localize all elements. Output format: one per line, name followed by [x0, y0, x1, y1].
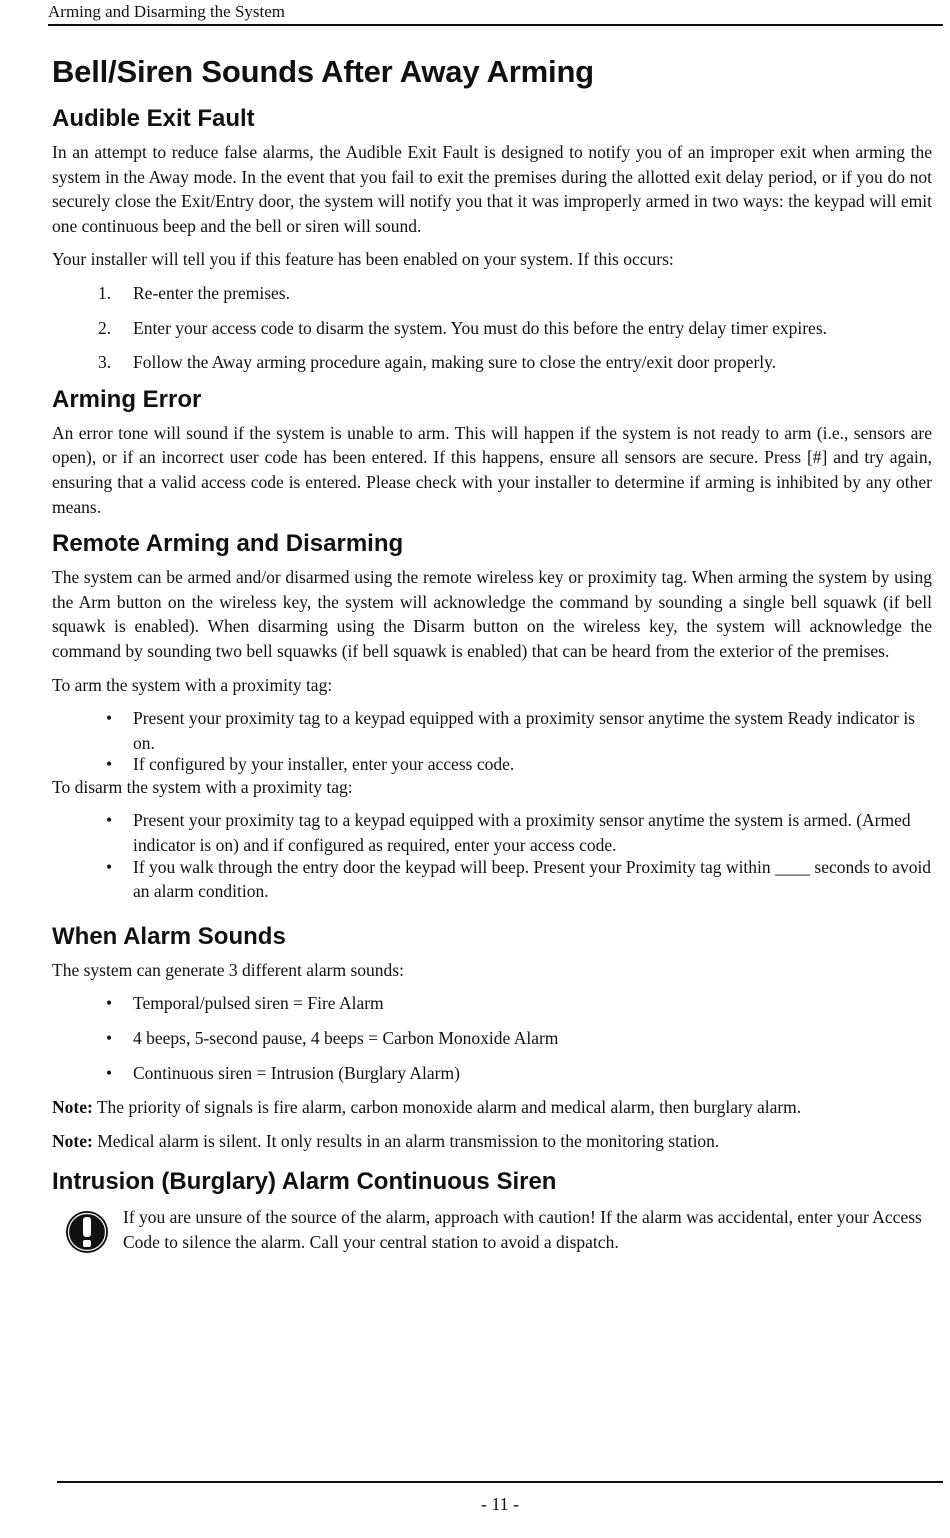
- footer-rule: [57, 1481, 943, 1483]
- caution-text: If you are unsure of the source of the alarm, approach with caution! If the alarm was accidental, enter your Access Code to silence the alarm. Call your central station to avoid a dispatch.: [123, 1207, 922, 1252]
- list-item: [52, 808, 932, 857]
- step-text: Enter your access code to disarm the system. You must do this before the entry delay timer expires.: [133, 317, 828, 338]
- bullet-glyph: •: [106, 810, 113, 831]
- alarm-sounds-intro: The system can generate 3 different alarm sounds:: [52, 959, 404, 980]
- bullet-glyph: •: [106, 993, 113, 1014]
- disarm-bullet-list: [52, 808, 932, 903]
- paragraph-arming-error: An error tone will sound if the system is unable to arm. This will happen if the system is not ready to arm (i.e., sensors are open), or if an incorrect user code has been entered. If this happens, ensure all sensors are secure. Press [#] and try again, ensuring that a valid access code is entered. Please check with your installer to determine if arming is inhibited by any other means.: [52, 422, 932, 517]
- list-item-text: Present your proximity tag to a keypad equipped with a proximity sensor anytime the system Ready indicator is on.: [133, 708, 915, 753]
- note-priority: [52, 1095, 932, 1120]
- list-item-text: Temporal/pulsed siren = Fire Alarm: [133, 993, 384, 1014]
- step-number: 1.: [98, 282, 112, 303]
- section-arming-error: [52, 385, 932, 519]
- note-label: Note:: [52, 1097, 93, 1118]
- page-number: - 11 -: [480, 1494, 520, 1514]
- step-item: [52, 316, 932, 341]
- bullet-glyph: •: [106, 754, 113, 775]
- disarm-intro: To disarm the system with a proximity tag:: [52, 776, 353, 797]
- page-content: [52, 52, 932, 1257]
- heading-audible-exit-fault: Audible Exit Fault: [52, 105, 255, 132]
- section-intrusion-siren: [52, 1167, 932, 1257]
- note-text: Medical alarm is silent. It only results in an alarm transmission to the monitoring station.: [92, 1130, 720, 1151]
- step-number: 3.: [98, 352, 112, 373]
- heading-when-alarm-sounds: When Alarm Sounds: [52, 922, 286, 950]
- list-item: [52, 1061, 932, 1086]
- paragraph-installer-note: Your installer will tell you if this feature has been enabled on your system. If this occurs:: [52, 249, 674, 270]
- caution-block: [52, 1205, 932, 1257]
- note-label: Note:: [52, 1130, 93, 1151]
- step-item: [52, 281, 932, 306]
- running-header: Arming and Disarming the System: [48, 2, 943, 26]
- list-item: [52, 855, 932, 904]
- heading-remote-arming: Remote Arming and Disarming: [52, 530, 404, 558]
- arm-intro: To arm the system with a proximity tag:: [52, 674, 333, 695]
- paragraph-audible-exit-fault: In an attempt to reduce false alarms, the Audible Exit Fault is designed to notify you of an improper exit when arming the system in the Away mode. In the event that you fail to exit the premises during the allotted exit delay period, or if you do not securely close the Exit/Entry door, the system will notify you that it was improperly armed in two ways: the keypad will emit one continuous beep and the bell or siren will sound.: [52, 142, 932, 236]
- section-when-alarm-sounds: [52, 922, 932, 1154]
- list-item-text: If configured by your installer, enter your access code.: [133, 754, 515, 775]
- note-medical: [52, 1129, 932, 1154]
- list-item: [52, 991, 932, 1016]
- bullet-glyph: •: [106, 856, 113, 877]
- list-item: [52, 752, 932, 777]
- list-item-text: Present your proximity tag to a keypad equipped with a proximity sensor anytime the system is armed. (Armed indicator is on) and if configured as required, enter your access code.: [133, 810, 911, 856]
- list-item: [52, 1026, 932, 1051]
- caution-exclamation-icon: [64, 1209, 110, 1255]
- section-audible-exit-fault: [52, 104, 932, 375]
- step-text: Follow the Away arming procedure again, making sure to close the entry/exit door properly.: [133, 352, 777, 373]
- paragraph-remote-arming: The system can be armed and/or disarmed using the remote wireless key or proximity tag. When arming the system by using the Arm button on the wireless key, the system will acknowledge the command by sounding a single bell squawk (if bell squawk is enabled). When disarming using the Disarm button on the wireless key, the system will acknowledge the command by sounding two bell squawks (if bell squawk is enabled) that can be heard from the exterior of the premises.: [52, 567, 932, 661]
- note-text: The priority of signals is fire alarm, carbon monoxide alarm and medical alarm, then burglary alarm.: [92, 1097, 802, 1118]
- bullet-glyph: •: [106, 1062, 113, 1083]
- page-title: Bell/Siren Sounds After Away Arming: [52, 54, 594, 89]
- step-number: 2.: [98, 317, 112, 338]
- arm-bullet-list: [52, 706, 932, 777]
- step-text: Re-enter the premises.: [133, 282, 290, 303]
- heading-arming-error: Arming Error: [52, 385, 202, 413]
- bullet-glyph: •: [106, 708, 113, 729]
- bullet-glyph: •: [106, 1028, 113, 1049]
- list-item-text: If you walk through the entry door the keypad will beep. Present your Proximity tag within ____ seconds to avoid an alarm condition.: [133, 856, 932, 902]
- heading-intrusion-siren: Intrusion (Burglary) Alarm Continuous Siren: [52, 1168, 557, 1196]
- list-item: [52, 706, 932, 755]
- section-remote-arming: [52, 529, 932, 904]
- alarm-sounds-list: [52, 991, 932, 1085]
- steps-list: [52, 281, 932, 375]
- list-item-text: 4 beeps, 5-second pause, 4 beeps = Carbon Monoxide Alarm: [133, 1028, 559, 1049]
- step-item: [52, 350, 932, 375]
- list-item-text: Continuous siren = Intrusion (Burglary Alarm): [133, 1062, 460, 1083]
